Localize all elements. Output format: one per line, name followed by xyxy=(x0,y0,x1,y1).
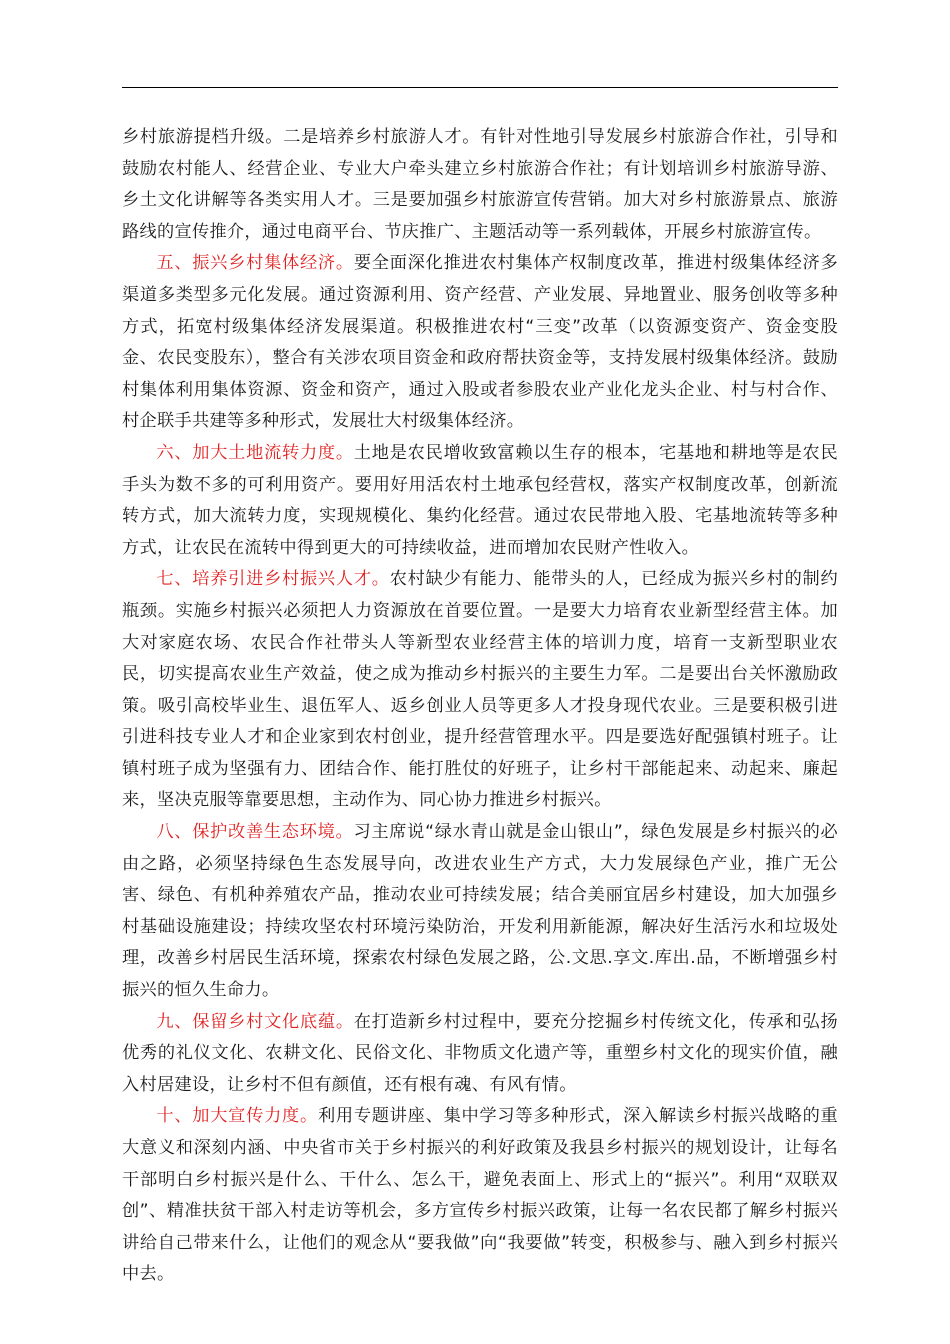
section-heading: 五、振兴乡村集体经济。 xyxy=(156,253,354,274)
paragraph-section-10 xyxy=(122,1101,838,1291)
paragraph-body: 土地是农民增收致富赖以生存的根本，宅基地和耕地等是农民手头为数不多的可利用资产。要用好用活农村土地承包经营权，落实产权制度改革，创新流转方式，加大流转力度，实现规模化、集约化经营。通过农民带地入股、宅基地流转等多种方式，让农民在流转中得到更大的可持续收益，进而增加农民财产性收入。 xyxy=(122,442,838,558)
paragraph-section-5 xyxy=(122,248,838,438)
paragraph-section-7 xyxy=(122,564,838,817)
section-heading: 八、保护改善生态环境。 xyxy=(156,822,354,843)
paragraph-section-8 xyxy=(122,817,838,1007)
section-heading: 六、加大土地流转力度。 xyxy=(156,442,354,463)
paragraph-body: 在打造新乡村过程中，要充分挖掘乡村传统文化，传承和弘扬优秀的礼仪文化、农耕文化、民俗文化、非物质文化遗产等，重塑乡村文化的现实价值，融入村居建设，让乡村不但有颜值，还有根有魂、有风有情。 xyxy=(122,1011,838,1095)
header-rule xyxy=(122,87,838,88)
section-heading: 九、保留乡村文化底蕴。 xyxy=(156,1011,354,1032)
paragraph-continuation xyxy=(122,122,838,248)
section-heading: 七、培养引进乡村振兴人才。 xyxy=(156,569,390,590)
document-body xyxy=(122,122,838,1291)
paragraph-body: 要全面深化推进农村集体产权制度改革，推进村级集体经济多渠道多类型多元化发展。通过资源利用、资产经营、产业发展、异地置业、服务创收等多种方式，拓宽村级集体经济发展渠道。积极推进农村“三变”改革（以资源变资产、资金变股金、农民变股东），整合有关涉农项目资金和政府帮扶资金等，支持发展村级集体经济。鼓励村集体利用集体资源、资金和资产，通过入股或者参股农业产业化龙头企业、村与村合作、村企联手共建等多种形式，发展壮大村级集体经济。 xyxy=(122,253,838,432)
paragraph-body: 农村缺少有能力、能带头的人，已经成为振兴乡村的制约瓶颈。实施乡村振兴必须把人力资源放在首要位置。一是要大力培育农业新型经营主体。加大对家庭农场、农民合作社带头人等新型农业经营主体的培训力度，培育一支新型职业农民，切实提高农业生产效益，使之成为推动乡村振兴的主要生力军。二是要出台关怀激励政策。吸引高校毕业生、退伍军人、返乡创业人员等更多人才投身现代农业。三是要积极引进引进科技专业人才和企业家到农村创业，提升经营管理水平。四是要选好配强镇村班子。让镇村班子成为坚强有力、团结合作、能打胜仗的好班子，让乡村干部能起来、动起来、廉起来，坚决克服等靠要思想，主动作为、同心协力推进乡村振兴。 xyxy=(122,569,838,811)
paragraph-section-6 xyxy=(122,438,838,564)
paragraph-body: 利用专题讲座、集中学习等多种形式，深入解读乡村振兴战略的重大意义和深刻内涵、中央省市关于乡村振兴的利好政策及我县乡村振兴的规划设计，让每名干部明白乡村振兴是什么、干什么、怎么干，避免表面上、形式上的“振兴”。利用“双联双创”、精准扶贫干部入村走访等机会，多方宣传乡村振兴政策，让每一名农民都了解乡村振兴讲给自己带来什么，让他们的观念从“要我做”向“我要做”转变，积极参与、融入到乡村振兴中去。 xyxy=(122,1106,839,1285)
paragraph-body: 乡村旅游提档升级。二是培养乡村旅游人才。有针对性地引导发展乡村旅游合作社，引导和鼓励农村能人、经营企业、专业大户牵头建立乡村旅游合作社；有计划培训乡村旅游导游、乡土文化讲解等各类实用人才。三是要加强乡村旅游宣传营销。加大对乡村旅游景点、旅游路线的宣传推介，通过电商平台、节庆推广、主题活动等一系列载体，开展乡村旅游宣传。 xyxy=(122,127,838,242)
section-heading: 十、加大宣传力度。 xyxy=(156,1106,318,1127)
paragraph-section-9 xyxy=(122,1007,838,1102)
paragraph-body: 习主席说“绿水青山就是金山银山”，绿色发展是乡村振兴的必由之路，必须坚持绿色生态发展导向，改进农业生产方式，大力发展绿色产业，推广无公害、绿色、有机种养殖农产品，推动农业可持续发展；结合美丽宜居乡村建设，加大加强乡村基础设施建设；持续攻坚农村环境污染防治，开发利用新能源，解决好生活污水和垃圾处理，改善乡村居民生活环境，探索农村绿色发展之路，公.文思.享文.库出.品，不断增强乡村振兴的恒久生命力。 xyxy=(122,822,838,1001)
